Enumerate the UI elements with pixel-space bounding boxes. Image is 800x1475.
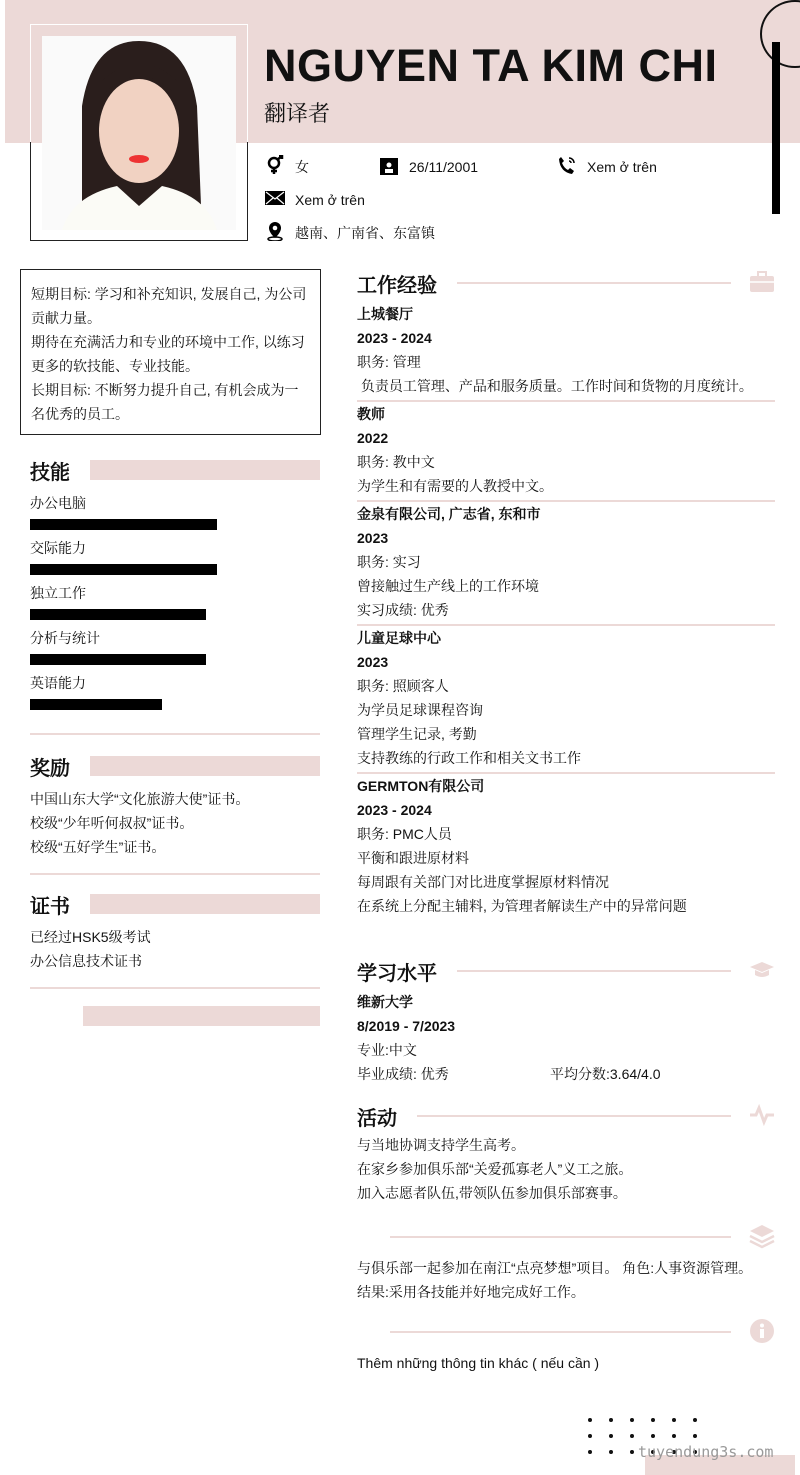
objective-line: 期待在充满活力和专业的环境中工作, 以练习更多的软技能、专业技能。 <box>31 334 305 374</box>
info-icon <box>749 1318 775 1347</box>
section-title: 证书 <box>30 895 70 918</box>
certificates-section <box>30 889 320 989</box>
awards-section <box>30 751 320 875</box>
work-detail: 在系统上分配主辅料, 为管理者解读生产中的异常问题 <box>357 898 687 914</box>
skill-level-bar <box>30 654 206 665</box>
phone-value: Xem ở trên <box>587 158 657 175</box>
work-entry <box>357 500 775 624</box>
gender-value: 女 <box>295 158 309 175</box>
work-period: 2023 <box>357 530 389 546</box>
section-title: 工作经验 <box>357 274 437 297</box>
skill-label: 分析与统计 <box>30 630 100 646</box>
activity-item: 加入志愿者队伍,带领队伍参加俱乐部赛事。 <box>357 1185 627 1201</box>
company-name: 教师 <box>357 406 385 422</box>
birthdate-info <box>379 155 478 178</box>
pulse-icon <box>749 1102 775 1131</box>
skill-label: 独立工作 <box>30 585 86 601</box>
work-detail: 管理学生记录, 考勤 <box>357 726 477 742</box>
skill-item <box>30 538 320 575</box>
award-item: 校级“五好学生”证书。 <box>30 839 166 855</box>
phone-info <box>557 155 657 178</box>
education-grade: 毕业成绩: 优秀 <box>357 1066 449 1082</box>
work-entry <box>357 624 775 772</box>
work-detail: 支持教练的行政工作和相关文书工作 <box>357 750 581 766</box>
objective-line: 短期目标: 学习和补充知识, 发展自己, 为公司贡献力量。 <box>31 286 307 326</box>
work-detail: 职务: 教中文 <box>357 454 435 470</box>
education-major: 专业:中文 <box>357 1042 417 1058</box>
skill-label: 办公电脑 <box>30 495 86 511</box>
layers-icon <box>749 1223 775 1252</box>
certificate-item: 办公信息技术证书 <box>30 953 142 969</box>
skill-item <box>30 628 320 665</box>
education-gpa: 平均分数:3.64/4.0 <box>550 1066 661 1082</box>
work-detail: 平衡和跟进原材料 <box>357 850 469 866</box>
section-title: 活动 <box>357 1107 397 1130</box>
activity-item: 在家乡参加俱乐部“关爱孤寡老人”义工之旅。 <box>357 1161 633 1177</box>
section-title: 学习水平 <box>357 962 437 985</box>
location-pin-icon <box>265 221 285 244</box>
skill-level-bar <box>30 699 162 710</box>
skill-label: 交际能力 <box>30 540 86 556</box>
work-period: 2022 <box>357 430 389 446</box>
work-detail: 职务: 实习 <box>357 554 421 570</box>
company-name: 上城餐厅 <box>357 306 413 322</box>
company-name: GERMTON有限公司 <box>357 778 485 794</box>
briefcase-icon <box>749 269 775 298</box>
section-title: 奖励 <box>30 757 70 780</box>
project-item: 与俱乐部一起参加在南江“点亮梦想”项目。 角色:人事资源管理。 <box>357 1260 753 1276</box>
project-item: 结果:采用各技能并好地完成好工作。 <box>357 1284 585 1300</box>
other-section <box>357 1317 775 1377</box>
certificate-item: 已经过HSK5级考试 <box>30 929 151 945</box>
work-period: 2023 - 2024 <box>357 802 432 818</box>
projects-section <box>357 1222 775 1306</box>
phone-icon <box>557 155 577 178</box>
full-name: NGUYEN TA KIM CHI <box>264 40 718 91</box>
calendar-icon <box>379 155 399 178</box>
work-detail: 职务: 管理 <box>357 354 421 370</box>
gender-info <box>265 155 309 178</box>
envelope-icon <box>265 188 285 211</box>
activities-section <box>357 1101 775 1207</box>
work-entry <box>357 400 775 500</box>
gender-icon <box>265 155 285 178</box>
work-entry <box>357 302 775 400</box>
education-period: 8/2019 - 7/2023 <box>357 1018 456 1034</box>
work-entry <box>357 772 775 920</box>
skills-section <box>30 455 320 735</box>
decor-bar <box>772 42 780 214</box>
profile-photo <box>42 36 236 230</box>
job-title: 翻译者 <box>264 101 331 126</box>
skill-label: 英语能力 <box>30 675 86 691</box>
email-value: Xem ở trên <box>295 191 365 208</box>
section-title: 技能 <box>30 461 70 484</box>
other-info-text: Thêm những thông tin khác ( nếu cần ) <box>357 1355 600 1371</box>
watermark: tuyendung3s.com <box>638 1443 774 1461</box>
objective-line: 长期目标: 不断努力提升自己, 有机会成为一名优秀的员工。 <box>31 382 299 422</box>
skill-level-bar <box>30 564 217 575</box>
graduation-cap-icon <box>749 957 775 986</box>
company-name: 儿童足球中心 <box>357 630 441 646</box>
activity-item: 与当地协调支持学生高考。 <box>357 1137 525 1153</box>
email-info <box>265 188 365 211</box>
birthdate-value: 26/11/2001 <box>409 158 479 175</box>
work-detail: 曾接触过生产线上的工作环境 <box>357 578 539 594</box>
work-detail: 职务: PMC人员 <box>357 826 452 842</box>
work-detail: 负责员工管理、产品和服务质量。工作时间和货物的月度统计。 <box>357 378 753 394</box>
award-item: 校级“少年听何叔叔”证书。 <box>30 815 194 831</box>
work-period: 2023 - 2024 <box>357 330 432 346</box>
education-section <box>357 956 775 1088</box>
work-detail: 职务: 照顾客人 <box>357 678 449 694</box>
skill-item <box>30 493 320 530</box>
career-objective <box>20 269 321 435</box>
skill-item <box>30 583 320 620</box>
company-name: 金泉有限公司, 广志省, 东和市 <box>357 506 541 522</box>
empty-section-bar <box>83 1006 320 1026</box>
work-section <box>357 268 775 920</box>
work-detail: 每周跟有关部门对比进度掌握原材料情况 <box>357 874 609 890</box>
skill-level-bar <box>30 609 206 620</box>
skill-level-bar <box>30 519 217 530</box>
skill-item <box>30 673 320 710</box>
address-value: 越南、广南省、东富镇 <box>295 224 435 241</box>
school-name: 维新大学 <box>357 994 413 1010</box>
work-detail: 实习成绩: 优秀 <box>357 602 449 618</box>
award-item: 中国山东大学“文化旅游大使”证书。 <box>30 791 250 807</box>
work-period: 2023 <box>357 654 389 670</box>
address-info <box>265 221 435 244</box>
work-detail: 为学生和有需要的人教授中文。 <box>357 478 553 494</box>
work-detail: 为学员足球课程咨询 <box>357 702 483 718</box>
